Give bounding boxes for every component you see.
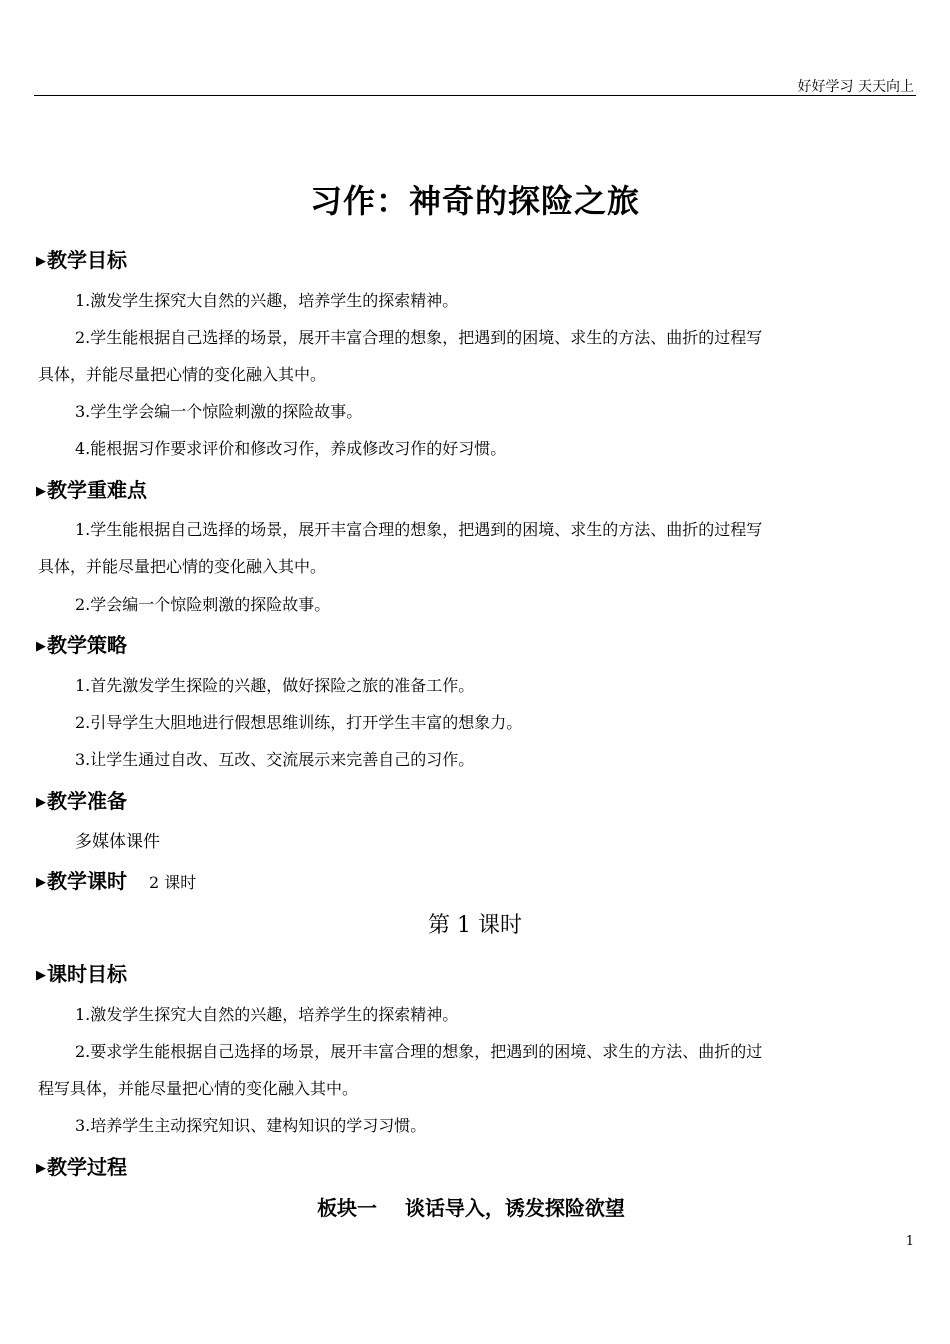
lesson-goal-item: 1.激发学生探究大自然的兴趣，培养学生的探索精神。 [75,1005,459,1024]
heading-key-points: ▶教学重难点 [36,478,147,502]
hours-value: 2 课时 [149,873,197,892]
header-divider [34,95,916,96]
goal-item: 4.能根据习作要求评价和修改习作，养成修改习作的好习惯。 [75,439,507,458]
heading-goals: ▶教学目标 [36,248,127,272]
triangle-bullet-icon: ▶ [36,968,46,983]
heading-preparation: ▶教学准备 [36,789,127,813]
page-title: 习作：神奇的探险之旅 [309,182,640,220]
triangle-bullet-icon: ▶ [36,795,46,810]
strategy-item: 1.首先激发学生探险的兴趣，做好探险之旅的准备工作。 [75,676,475,695]
lesson-title: 第 1 课时 [428,913,522,938]
triangle-bullet-icon: ▶ [36,639,46,654]
key-point-item: 1.学生能根据自己选择的场景，展开丰富合理的想象，把遇到的困境、求生的方法、曲折的过程写 [75,520,763,539]
triangle-bullet-icon: ▶ [36,254,46,269]
lesson-goal-item: 3.培养学生主动探究知识、建构知识的学习习惯。 [75,1116,427,1135]
goal-item: 3.学生学会编一个惊险刺激的探险故事。 [75,402,363,421]
goal-item-continued: 具体，并能尽量把心情的变化融入其中。 [38,365,327,384]
goal-item: 2.学生能根据自己选择的场景，展开丰富合理的想象，把遇到的困境、求生的方法、曲折的过程写 [75,328,763,347]
strategy-item: 2.引导学生大胆地进行假想思维训练，打开学生丰富的想象力。 [75,713,523,732]
strategy-item: 3.让学生通过自改、互改、交流展示来完善自己的习作。 [75,750,475,769]
lesson-goal-item: 2.要求学生能根据自己选择的场景，展开丰富合理的想象，把遇到的困境、求生的方法、曲折的过 [75,1042,763,1061]
triangle-bullet-icon: ▶ [36,1161,46,1176]
key-point-item: 2.学会编一个惊险刺激的探险故事。 [75,595,331,614]
heading-process: ▶教学过程 [36,1155,127,1179]
header-motto: 好好学习 天天向上 [797,79,914,95]
heading-strategy: ▶教学策略 [36,633,127,657]
page-number: 1 [905,1234,914,1249]
heading-hours: ▶教学课时 2 课时 [36,869,197,893]
lesson-goal-item-continued: 程写具体，并能尽量把心情的变化融入其中。 [38,1079,359,1098]
heading-lesson-goals: ▶课时目标 [36,962,127,986]
goal-item: 1.激发学生探究大自然的兴趣，培养学生的探索精神。 [75,291,459,310]
block-title: 板块一 谈话导入，诱发探险欲望 [317,1196,625,1220]
key-point-item-continued: 具体，并能尽量把心情的变化融入其中。 [38,557,327,576]
triangle-bullet-icon: ▶ [36,875,46,890]
preparation-content: 多媒体课件 [75,832,160,852]
triangle-bullet-icon: ▶ [36,484,46,499]
